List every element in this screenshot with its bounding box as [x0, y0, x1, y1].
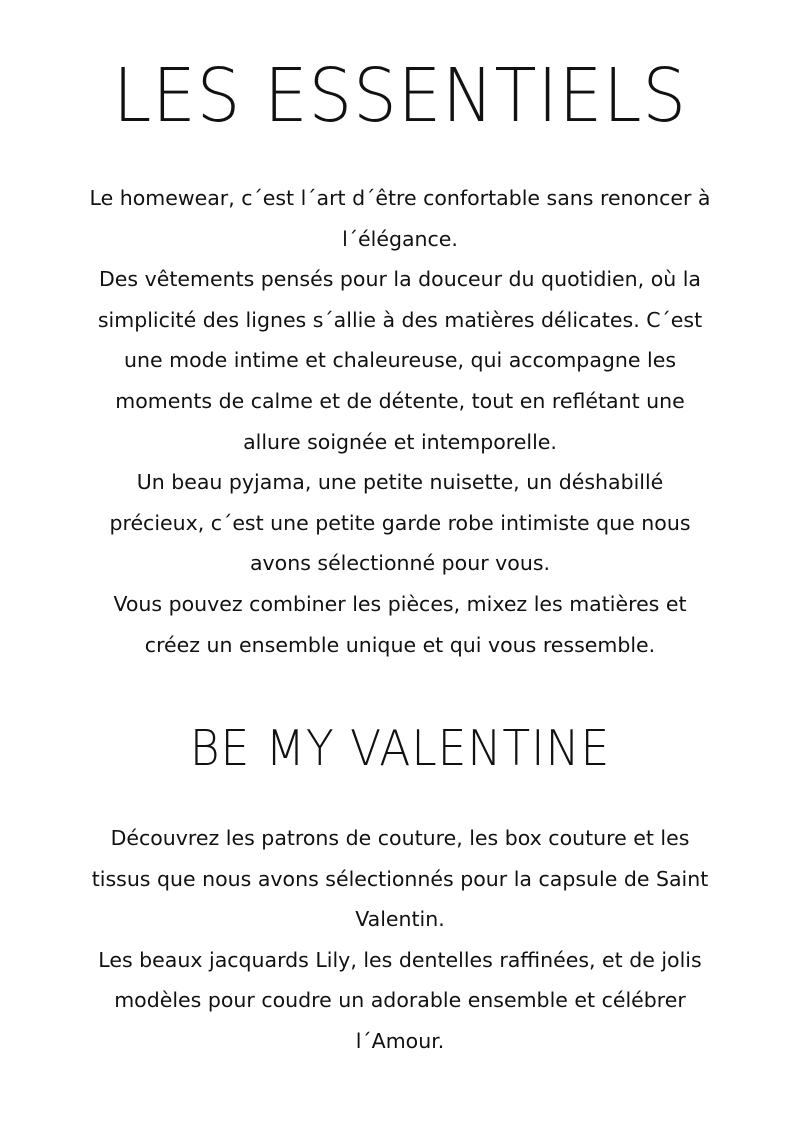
body-line: une mode intime et chaleureuse, qui accompagne les: [123, 348, 677, 373]
body-line: Valentin.: [355, 907, 445, 932]
section-title-les-essentiels: LES ESSENTIELS: [112, 53, 688, 139]
body-line: tissus que nous avons sélectionnés pour la capsule de Saint: [91, 866, 709, 891]
body-line: Vous pouvez combiner les pièces, mixez les matières et: [113, 591, 687, 616]
body-line: créez un ensemble unique et qui vous ressemble.: [144, 632, 656, 657]
body-line: Découvrez les patrons de couture, les box couture et les: [110, 826, 690, 850]
body-line: l´élégance.: [342, 226, 458, 251]
body-line: simplicité des lignes s´allie à des matières délicates. C´est: [97, 307, 703, 332]
section-body-be-my-valentine: [30, 818, 770, 1062]
body-line: précieux, c´est une petite garde robe intimiste que nous: [109, 510, 691, 535]
body-line: avons sélectionné pour vous.: [249, 551, 551, 576]
body-line: Les beaux jacquards Lily, les dentelles raffinées, et de jolis: [98, 947, 702, 972]
body-line: Des vêtements pensés pour la douceur du quotidien, où la: [99, 267, 701, 292]
body-line: l´Amour.: [355, 1028, 445, 1053]
body-line: Un beau pyjama, une petite nuisette, un déshabillé: [136, 470, 664, 495]
section-body-les-essentiels: [30, 178, 770, 665]
body-line: allure soignée et intemporelle.: [243, 429, 557, 454]
section-title-be-my-valentine: BE MY VALENTINE: [189, 720, 611, 777]
body-line: modèles pour coudre un adorable ensemble et célébrer: [114, 988, 686, 1013]
body-line: Le homewear, c´est l´art d´être confortable sans renoncer à: [89, 186, 711, 210]
body-line: moments de calme et de détente, tout en reflétant une: [115, 388, 685, 413]
